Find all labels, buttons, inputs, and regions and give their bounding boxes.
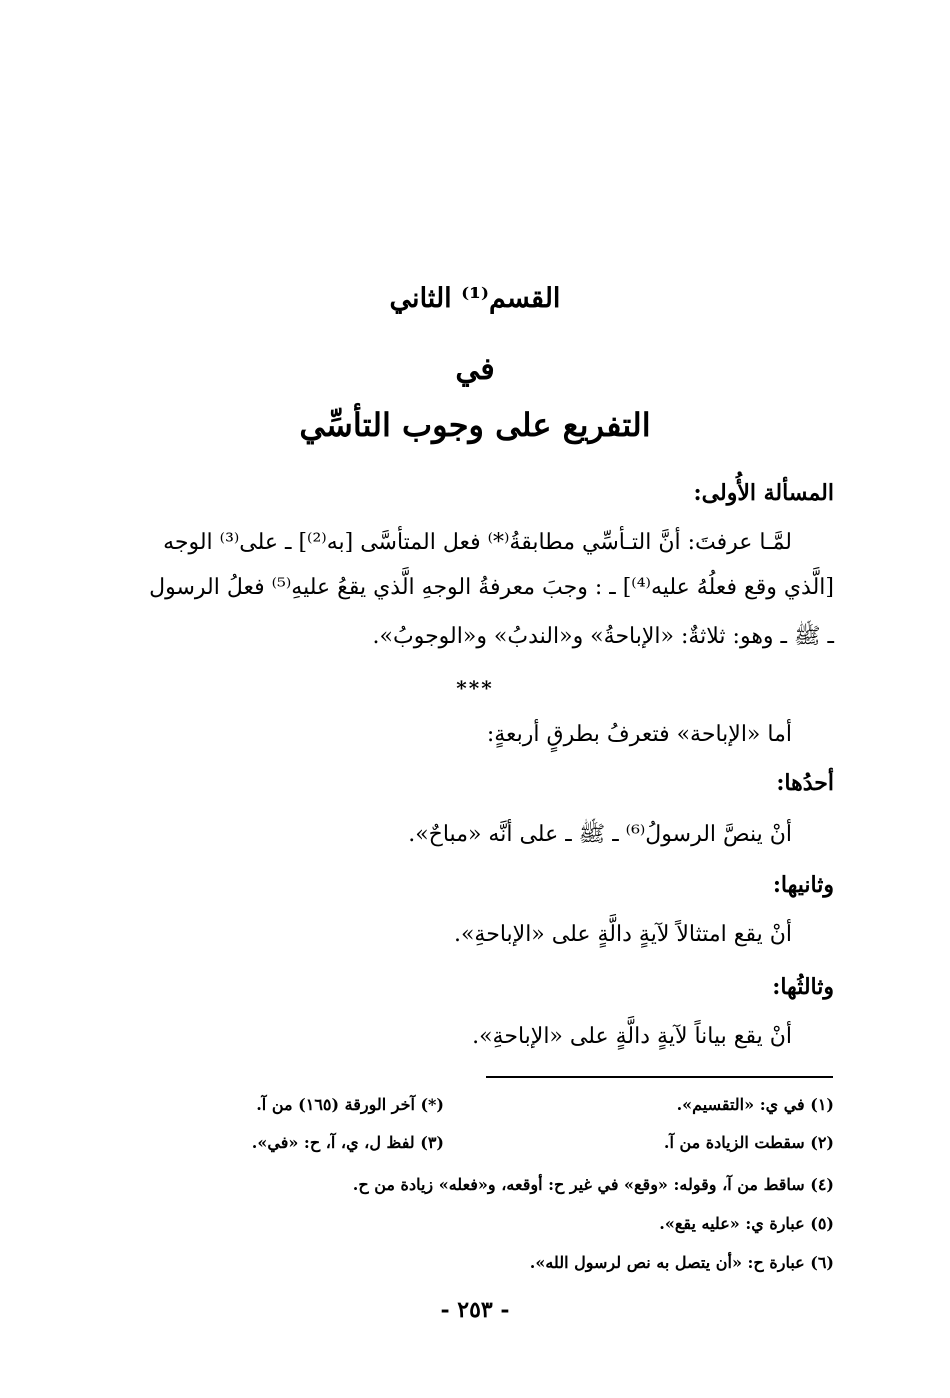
item-text: أنْ يقع امتثالاً لآيةٍ دالَّةٍ على «الإباحةِ». xyxy=(453,922,792,947)
item-text: أنْ ينصَّ الرسولُ⁽⁶⁾ ـ ﷺ ـ على أنَّه «مباحٌ». xyxy=(408,822,792,847)
section-title-connector: في xyxy=(455,352,495,387)
footnote: (٤) ساقط من آ، وقوله: «وقع» في غير ح: أوقعه، و«فعله» زيادة من ح. xyxy=(352,1175,834,1194)
section-subtitle: التفريع على وجوب التأسِّي xyxy=(299,406,651,444)
paragraph-line: لمَّـا عرفتَ: أنَّ التـأسِّي مطابقةُ⁽*⁾ فعل المتأسَّى [به⁽²⁾] ـ على⁽³⁾ الوجه xyxy=(163,530,792,555)
intro-line: أما «الإباحة» فتعرفُ بطرقٍ أربعةٍ: xyxy=(486,722,792,747)
footnote: (١) في ي: «التقسيم». xyxy=(676,1095,834,1114)
section-separator: *** xyxy=(456,676,494,700)
footnote: (٢) سقطت الزيادة من آ. xyxy=(663,1133,834,1152)
footnote: (٦) عبارة ح: «أن يتصل به نص لرسول الله». xyxy=(529,1253,834,1272)
section-title: القسم⁽¹⁾ الثاني xyxy=(389,283,561,314)
item-heading: وثالثُها: xyxy=(772,974,834,1000)
item-heading: وثانيها: xyxy=(772,872,834,898)
paragraph-line: ـ ﷺ ـ وهو: ثلاثةٌ: «الإباحةُ» و«الندبُ» و«الوجوبُ». xyxy=(372,624,834,649)
page-number: - ٢٥٣ - xyxy=(440,1297,510,1323)
item-heading: أحدُها: xyxy=(776,770,834,796)
footnote: (٥) عبارة ي: «عليه يقع». xyxy=(659,1214,834,1233)
footnote: (*) آخر الورقة (١٦٥) من آ. xyxy=(256,1095,444,1114)
question-heading: المسألة الأُولى: xyxy=(693,480,834,506)
item-text: أنْ يقع بياناً لآيةٍ دالَّةٍ على «الإباحةِ». xyxy=(472,1024,792,1049)
paragraph-line: [الَّذي وقع فعلُهُ عليه⁽⁴⁾] ـ : وجبَ معرفةُ الوجهِ الَّذي يقعُ عليهِ⁽⁵⁾ فعلُ الرسول xyxy=(149,575,834,600)
footnote: (٣) لفظ ل، ي، آ، ح: «في». xyxy=(251,1133,444,1152)
footnote-divider xyxy=(486,1076,833,1078)
